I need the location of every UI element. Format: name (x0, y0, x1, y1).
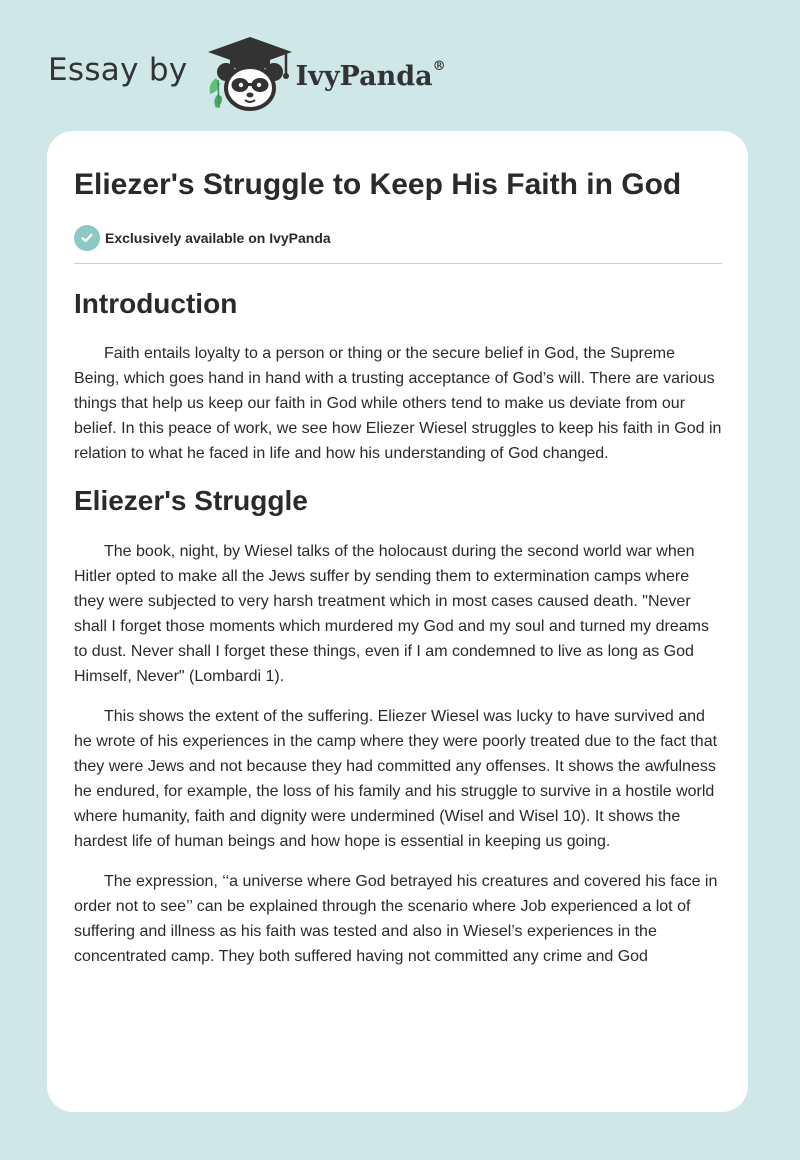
divider (74, 263, 722, 264)
essay-card (47, 131, 748, 1112)
paragraph: Faith entails loyalty to a person or thing or the secure belief in God, the Supreme Being, which goes hand in hand with a trusting acceptance of God’s will. There are various things that help us keep our faith in God while others tend to make us deviate from our belief. In this peace of work, we see how Eliezer Wiesel struggles to keep his faith in God in relation to what he faced in life and how his understanding of God changed. (74, 345, 722, 462)
brand-name[interactable]: IvyPanda® (295, 58, 446, 92)
check-circle-icon (74, 225, 100, 251)
exclusive-badge (74, 225, 722, 251)
brand-prefix: Essay by (48, 52, 188, 88)
site-header (48, 36, 446, 112)
section-heading-struggle: Eliezer's Struggle (74, 485, 308, 516)
paragraph: This shows the extent of the suffering. Eliezer Wiesel was lucky to have survived and he wrote of his experiences in the camp where they were poorly treated due to the fact that they were Jews and not because they had committed any offenses. It shows the awfulness he endured, for example, the loss of his family and his struggle to survive in a hostile world where humanity, faith and dignity were undermined (Wisel and Wisel 10). It shows the hardest life of human beings and how hope is essential in keeping us going. (74, 708, 718, 850)
page-title: Eliezer's Struggle to Keep His Faith in God (74, 168, 682, 201)
paragraph: The book, night, by Wiesel talks of the holocaust during the second world war when Hitler opted to make all the Jews suffer by sending them to extermination camps where they were subjected to very harsh treatment which in most cases caused death. "Never shall I forget those moments which murdered my God and my soul and turned my dreams to dust. Never shall I forget these things, even if I am condemned to live as long as God Himself, Never" (Lombardi 1). (74, 543, 709, 685)
section-heading-introduction: Introduction (74, 288, 238, 319)
paragraph: The expression, ‘‘a universe where God betrayed his creatures and covered his face in order not to see’’ can be explained through the scenario where Job experienced a lot of suffering and illness as his faith was tested and also in Wiesel’s experiences in the concentrated camp. They both suffered having not committed any crime and God (74, 873, 718, 965)
badge-text: Exclusively available on IvyPanda (105, 230, 331, 246)
panda-graduate-logo-icon[interactable] (206, 36, 294, 112)
